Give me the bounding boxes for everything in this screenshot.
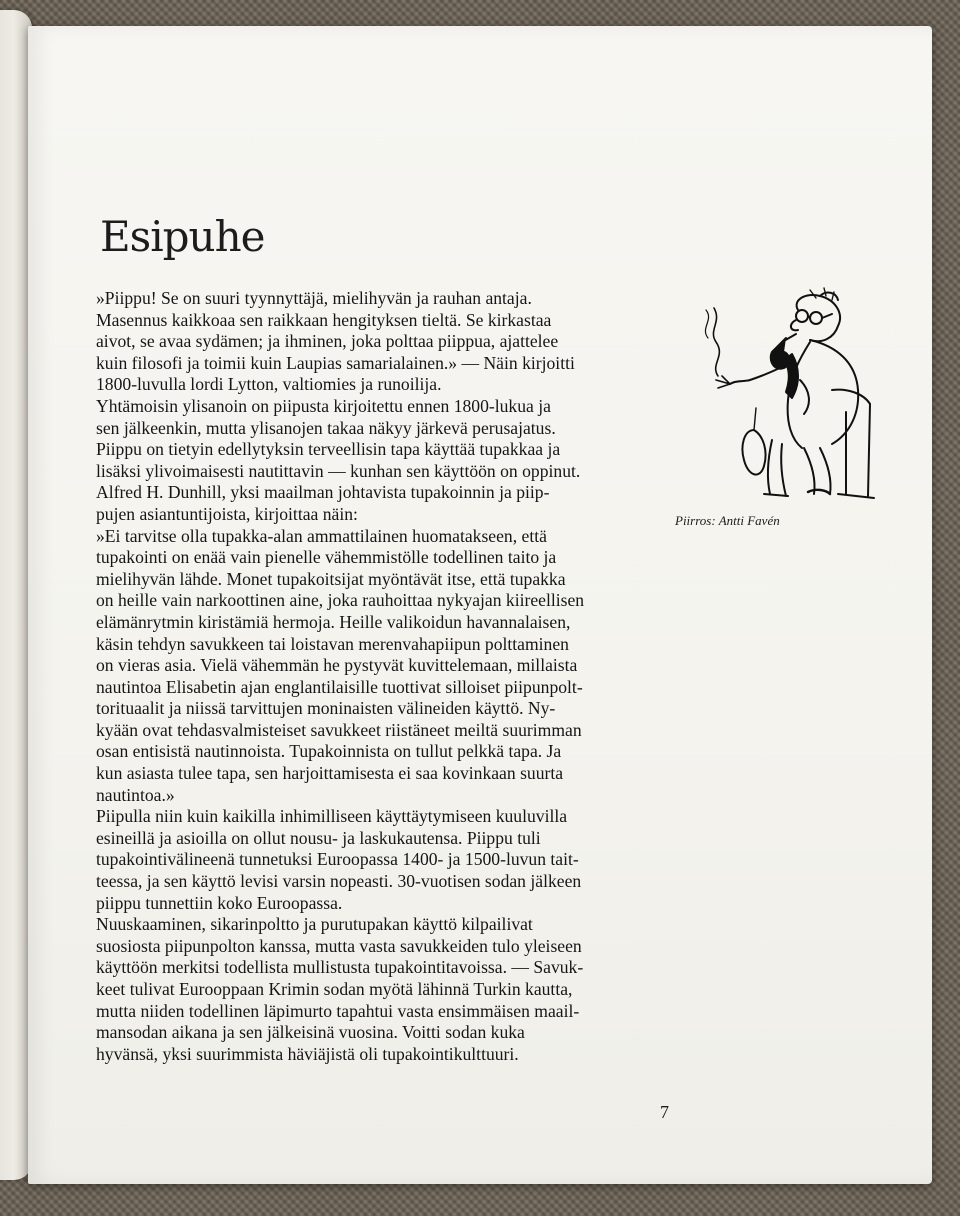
text-line: teessa, ja sen käyttö levisi varsin nopeasti. 30-vuotisen sodan jälkeen (96, 871, 582, 892)
text-line: nautintoa Elisabetin ajan englantilaisille tuottivat silloiset piipunpolt- (96, 676, 583, 697)
page-title: Esipuhe (100, 212, 265, 261)
text-line: lisäksi ylivoimaisesti nautittavin — kunhan sen käyttöön on oppinut. (96, 460, 581, 481)
text-line: Yhtämoisin ylisanoin on piipusta kirjoitettu ennen 1800-lukua ja (96, 395, 551, 416)
text-line: käyttöön merkitsi todellista mullistusta tupakointitavoissa. — Savuk- (96, 957, 584, 978)
text-line: aivot, se avaa sydämen; ja ihminen, joka polttaa piippua, ajattelee (96, 331, 559, 352)
text-line: kun asiasta tulee tapa, sen harjoittamisesta ei saa kovinkaan suurta (96, 763, 564, 784)
text-line: on heille vain narkoottinen aine, joka rauhoittaa nykyajan kiireellisen (96, 590, 585, 611)
text-line: tupakointi on enää vain pienelle vähemmistölle todellinen taito ja (96, 547, 557, 568)
text-line: hyvänsä, yksi suurimmista häviäjistä oli tupakointikulttuuri. (96, 1043, 519, 1064)
text-line: tupakointivälineenä tunnetuksi Euroopassa 1400- ja 1500-luvun tait- (96, 849, 579, 870)
illustration-caption: Piirros: Antti Favén (675, 513, 780, 528)
text-line: keet tulivat Eurooppaan Krimin sodan myötä lähinnä Turkin kautta, (96, 979, 573, 999)
text-line: »Piippu! Se on suuri tyynnyttäjä, mielihyvän ja rauhan antaja. (96, 288, 532, 308)
text-line: torituaalit ja niissä tarvittujen moninaisten välineiden käyttö. Ny- (96, 698, 556, 719)
text-line: Nuuskaaminen, sikarinpoltto ja purutupakan käyttö kilpailivat (96, 914, 533, 935)
page-number: 7 (660, 1102, 669, 1122)
text-line: »Ei tarvitse olla tupakka-alan ammattilainen huomatakseen, että (96, 525, 547, 546)
text-line: kuin filosofi ja toimii kuin Laupias samarialainen.» — Näin kirjoitti (96, 352, 575, 373)
text-line: osan entisistä nautinnoista. Tupakoinnista on tullut pelkkä tapa. Ja (96, 741, 562, 762)
text-line: piippu tunnettiin koko Euroopassa. (96, 892, 343, 913)
text-line: Alfred H. Dunhill, yksi maailman johtavista tupakoinnin ja piip- (96, 482, 550, 503)
pipe-smoker-illustration (660, 280, 878, 502)
text-line: mutta niiden todellinen läpimurto tapahtui vasta ensimmäisen maail- (96, 1000, 580, 1021)
text-line: pujen asiantuntijoista, kirjoittaa näin: (96, 503, 358, 524)
text-line: mansodan aikana ja sen jälkeisinä vuosina. Voitti sodan kuka (96, 1022, 525, 1043)
text-line: 1800-luvulla lordi Lytton, valtiomies ja runoilija. (96, 374, 442, 395)
text-line: Masennus kaikkoaa sen raikkaan hengityksen tieltä. Se kirkastaa (96, 309, 552, 330)
text-line: elämänrytmin kiristämiä hermoja. Heille valikoidun havannalaisen, (96, 611, 571, 632)
text-line: kyään ovat tehdasvalmisteiset savukkeet riistäneet meiltä suurimman (96, 719, 582, 740)
text-line: Piipulla niin kuin kaikilla inhimilliseen käyttäytymiseen kuuluvilla (96, 806, 568, 827)
text-line: suosiosta piipunpolton kanssa, mutta vasta savukkeiden tulo yleiseen (96, 935, 582, 956)
body-text (96, 288, 678, 1065)
text-line: esineillä ja asioilla on ollut nousu- ja laskukautensa. Piippu tuli (96, 827, 541, 848)
text-line: nautintoa.» (96, 784, 175, 805)
text-line: Piippu on tietyin edellytyksin terveellisin tapa käyttää tupakkaa ja (96, 439, 561, 460)
text-line: sen jälkeenkin, mutta ylisanojen takaa näkyy järkevä perusajatus. (96, 417, 556, 438)
text-line: on vieras asia. Vielä vähemmän he pystyvät kuvittelemaan, millaista (96, 655, 578, 676)
text-line: käsin tehdyn savukkeen tai loistavan merenvahapiipun polttaminen (96, 633, 569, 654)
text-line: mielihyvän lähde. Monet tupakoitsijat myöntävät itse, että tupakka (96, 568, 566, 589)
book-page (28, 26, 932, 1184)
